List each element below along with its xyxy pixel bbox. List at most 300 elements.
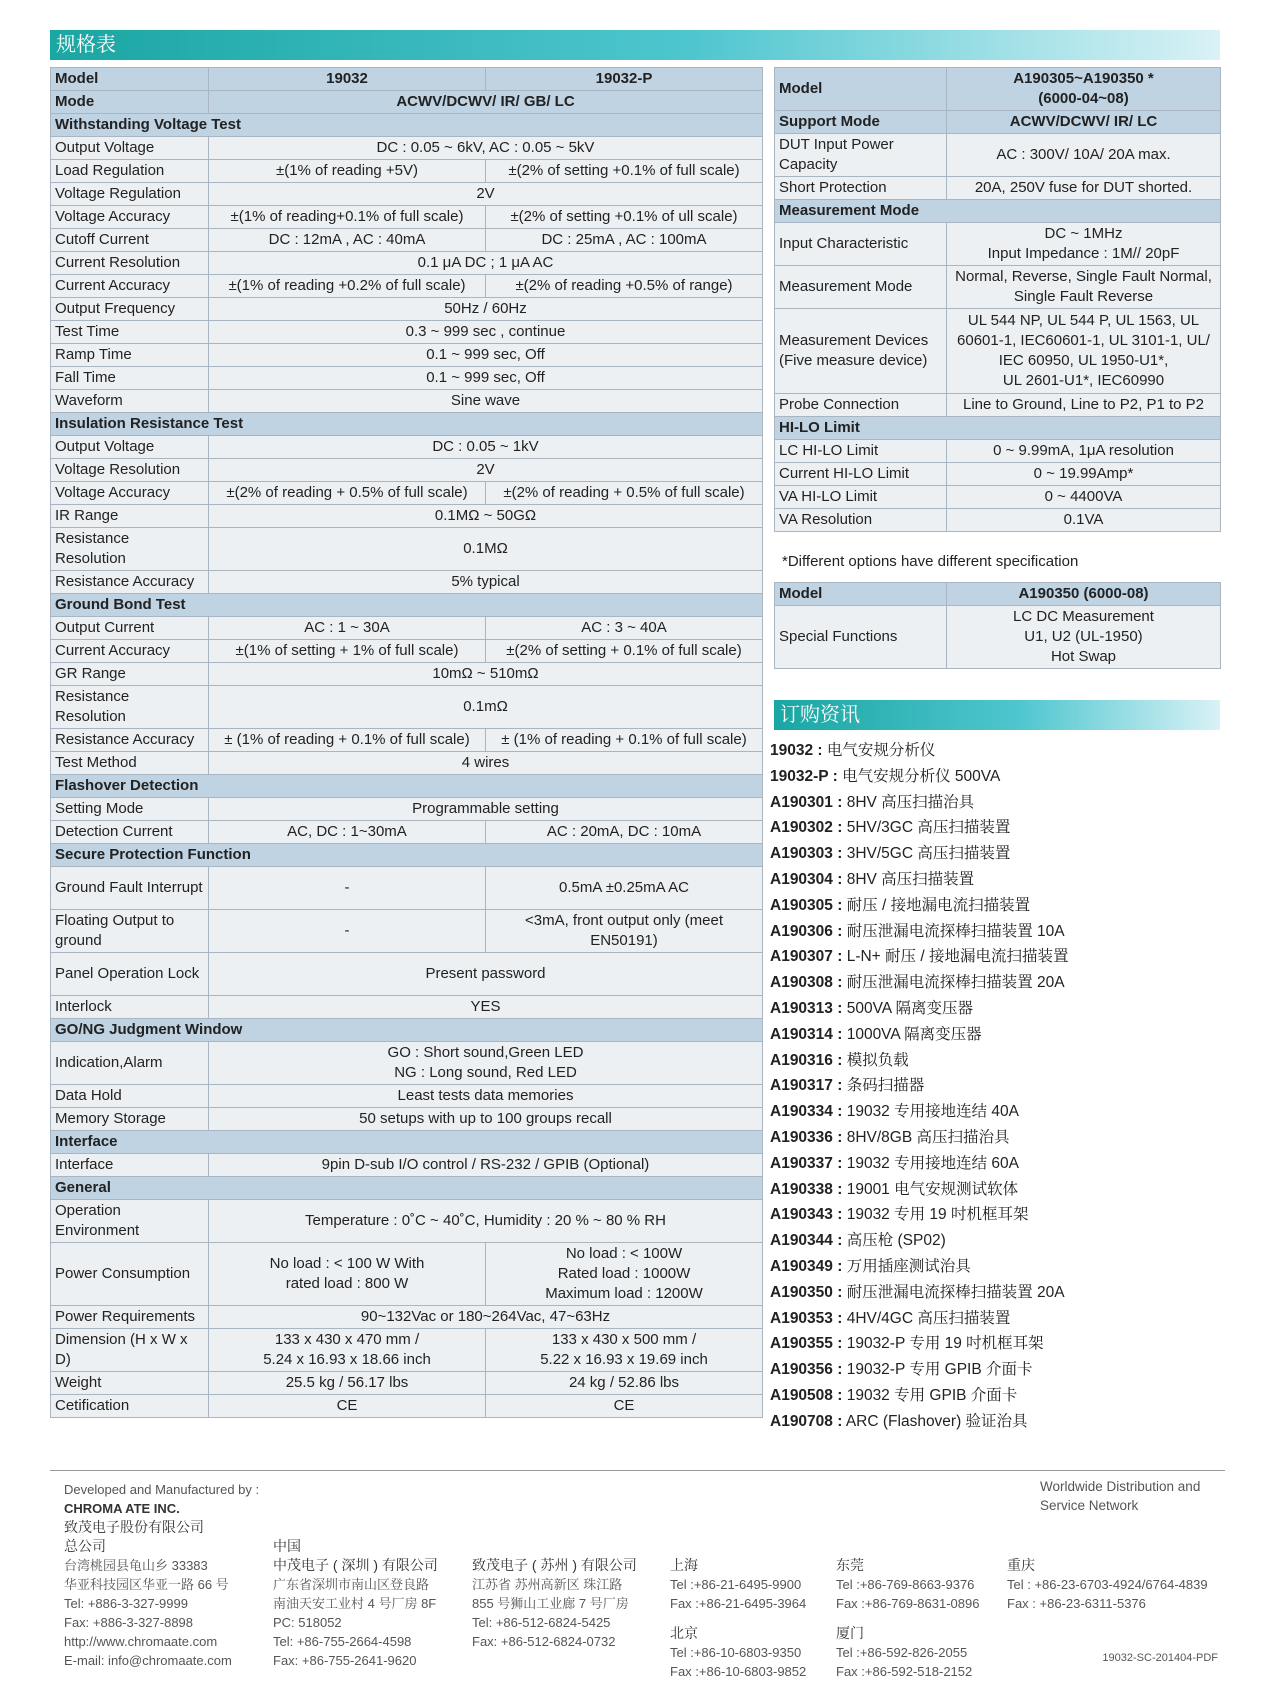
order-item [770,1151,1240,1177]
spec-row [51,436,763,459]
order-description: 19032 专用 19 吋机框耳架 [846,1206,1029,1224]
spec-banner [50,30,1220,60]
spec-row [51,844,763,867]
spec-row [51,953,763,996]
spec-label: Resistance Accuracy [51,729,209,752]
order-item [770,944,1240,970]
spec-row [51,298,763,321]
spec-label: Voltage Accuracy [51,482,209,505]
order-code: A190304 : [770,870,843,888]
order-code: A190313 : [770,999,843,1017]
spec-value: 0.3 ~ 999 sec , continue [209,321,763,344]
order-description: 5HV/3GC 高压扫描装置 [846,819,1011,837]
spec-row [51,1243,763,1306]
spec-value: Programmable setting [209,798,763,821]
order-banner [774,700,1220,730]
order-description: L-N+ 耐压 / 接地漏电流扫描装置 [846,948,1069,966]
spec-label: Model [51,68,209,91]
spec-value-19032-p: ±(2% of setting +0.1% of full scale) [486,160,763,183]
section-header: Flashover Detection [51,775,763,798]
document-id: 19032-SC-201404-PDF [1102,1652,1218,1664]
spec-label: Measurement Mode [775,266,947,309]
order-code: A190301 : [770,793,843,811]
china-label: 中国 [273,1538,301,1554]
order-item [770,1383,1240,1409]
order-description: 电气安规分析仪 [826,742,936,759]
spec-label: Voltage Accuracy [51,206,209,229]
spec-label: Power Consumption [51,1243,209,1306]
spec-value: 9pin D-sub I/O control / RS-232 / GPIB (Optional) [209,1154,763,1177]
spec-value: 0.1MΩ [209,528,763,571]
spec-label: Resistance Resolution [51,528,209,571]
spec-value: 50Hz / 60Hz [209,298,763,321]
order-code: A190317 : [770,1077,843,1095]
spec-label: Ramp Time [51,344,209,367]
spec-label: Mode [51,91,209,114]
order-item [770,893,1240,919]
order-description: 4HV/4GC 高压扫描装置 [846,1309,1011,1327]
spec-value: 0.1 μA DC ; 1 μA AC [209,252,763,275]
spec-value-19032-p: ±(2% of setting + 0.1% of full scale) [486,640,763,663]
spec-label: Short Protection [775,177,947,200]
spec-value-19032-p: No load : < 100W Rated load : 1000W Maximum load : 1200W [486,1243,763,1306]
spec-row [51,206,763,229]
order-item [770,738,1240,764]
spec-label: Panel Operation Lock [51,953,209,996]
xiamen-fax: Fax :+86-592-518-2152 [836,1664,973,1679]
section-header: Insulation Resistance Test [51,413,763,436]
order-item [770,1228,1240,1254]
spec-label: Power Requirements [51,1306,209,1329]
spec-value-19032-p: 24 kg / 52.86 lbs [486,1372,763,1395]
spec-label: Interlock [51,996,209,1019]
spec-value: Line to Ground, Line to P2, P1 to P2 [947,394,1221,417]
hq-address-2: 华亚科技园区华亚一路 66 号 [64,1577,229,1592]
order-description: 万用插座测试治具 [846,1257,971,1275]
section-header: HI-LO Limit [775,417,1221,440]
order-code: A190344 : [770,1232,843,1250]
xiamen-name: 厦门 [836,1625,864,1641]
order-description: 模拟负载 [846,1051,909,1069]
spec-row [51,344,763,367]
spec-row [51,459,763,482]
order-code: A190303 : [770,845,843,863]
spec-label: Model [775,68,947,111]
company-name: CHROMA ATE INC. [64,1501,180,1516]
spec-value: 0 ~ 4400VA [947,486,1221,509]
spec-row [775,417,1221,440]
chongqing-name: 重庆 [1007,1557,1035,1573]
section-header: Ground Bond Test [51,594,763,617]
spec-row [51,686,763,729]
spec-row [775,134,1221,177]
dongguan-name: 东莞 [836,1557,864,1573]
suzhou-address-1: 江苏省 苏州高新区 珠江路 [472,1577,623,1592]
spec-value: 2V [209,183,763,206]
spec-label: Ground Fault Interrupt [51,867,209,910]
spec-value: DC : 0.05 ~ 6kV, AC : 0.05 ~ 5kV [209,137,763,160]
spec-label: Interface [51,1154,209,1177]
spec-value-19032-p: ±(2% of setting +0.1% of ull scale) [486,206,763,229]
footer-divider [50,1470,1225,1471]
spec-label: Floating Output to ground [51,910,209,953]
order-description: 耐压 / 接地漏电流扫描装置 [846,896,1031,914]
order-description: 电气安规分析仪 500VA [842,767,1001,785]
left-spec-table [50,67,763,1418]
spec-row [51,367,763,390]
spec-row [51,390,763,413]
suzhou-tel: Tel: +86-512-6824-5425 [472,1615,611,1630]
spec-value: LC DC Measurement U1, U2 (UL-1950) Hot Swap [947,606,1221,669]
shanghai-name: 上海 [670,1557,698,1573]
spec-value-19032-p: AC : 3 ~ 40A [486,617,763,640]
suzhou-address-2: 855 号狮山工业廊 7 号厂房 [472,1596,629,1611]
spec-value-19032: ±(1% of reading +0.2% of full scale) [209,275,486,298]
spec-value: A190350 (6000-08) [947,583,1221,606]
spec-value: 50 setups with up to 100 groups recall [209,1108,763,1131]
order-code: A190708 : [770,1412,843,1430]
spec-row [51,413,763,436]
order-code: A190308 : [770,974,843,992]
spec-label: Operation Environment [51,1200,209,1243]
spec-value: Least tests data memories [209,1085,763,1108]
order-code: A190349 : [770,1257,843,1275]
order-code: A190356 : [770,1361,843,1379]
right-spec-table [774,67,1221,532]
spec-value: A190305~A190350 * (6000-04~08) [947,68,1221,111]
spec-value: Normal, Reverse, Single Fault Normal, Single Fault Reverse [947,266,1221,309]
order-item [770,1409,1240,1435]
spec-row [51,996,763,1019]
spec-row [51,617,763,640]
spec-row [51,528,763,571]
worldwide-network: Worldwide Distribution and Service Network [1040,1479,1201,1513]
order-item [770,815,1240,841]
spec-value-19032-p: DC : 25mA , AC : 100mA [486,229,763,252]
spec-value: 0 ~ 19.99Amp* [947,463,1221,486]
spec-row [51,640,763,663]
spec-row [51,1395,763,1418]
order-item [770,1022,1240,1048]
spec-label: Special Functions [775,606,947,669]
spec-row [775,463,1221,486]
spec-value: DC ~ 1MHz Input Impedance : 1M// 20pF [947,223,1221,266]
order-code: A190306 : [770,922,843,940]
order-description: 19032-P 专用 GPIB 介面卡 [846,1361,1033,1379]
spec-value-19032: No load : < 100 W With rated load : 800 W [209,1243,486,1306]
spec-label: DUT Input Power Capacity [775,134,947,177]
order-description: 1000VA 隔离变压器 [846,1025,982,1043]
section-header: Measurement Mode [775,200,1221,223]
section-header: General [51,1177,763,1200]
spec-value-19032: AC, DC : 1~30mA [209,821,486,844]
spec-label: Setting Mode [51,798,209,821]
spec-value: ACWV/DCWV/ IR/ GB/ LC [209,91,763,114]
spec-row [51,482,763,505]
beijing-name: 北京 [670,1625,698,1641]
order-item [770,790,1240,816]
order-code: A190353 : [770,1309,843,1327]
spec-value: 10mΩ ~ 510mΩ [209,663,763,686]
spec-value: Sine wave [209,390,763,413]
spec-value: DC : 0.05 ~ 1kV [209,436,763,459]
order-description: 耐压泄漏电流探棒扫描装置 20A [846,974,1065,992]
spec-row [51,160,763,183]
order-code: A190316 : [770,1051,843,1069]
spec-row [51,1372,763,1395]
order-description: 耐压泄漏电流探棒扫描装置 20A [846,1283,1065,1301]
spec-value: 20A, 250V fuse for DUT shorted. [947,177,1221,200]
spec-row [51,91,763,114]
order-description: 耐压泄漏电流探棒扫描装置 10A [846,922,1065,940]
spec-label: VA Resolution [775,509,947,532]
spec-value-19032: DC : 12mA , AC : 40mA [209,229,486,252]
spec-row [51,1019,763,1042]
order-code: A190508 : [770,1386,843,1404]
spec-label: Resistance Accuracy [51,571,209,594]
order-code: A190307 : [770,948,843,966]
order-description: 500VA 隔离变压器 [846,999,974,1017]
spec-row [51,505,763,528]
spec-value-19032: ± (1% of reading + 0.1% of full scale) [209,729,486,752]
spec-row [51,1085,763,1108]
order-description: 19032 专用 GPIB 介面卡 [846,1386,1018,1404]
hq-tel: Tel: +886-3-327-9999 [64,1596,188,1611]
order-item [770,1048,1240,1074]
section-header: Interface [51,1131,763,1154]
spec-row [51,594,763,617]
order-code: A190350 : [770,1283,843,1301]
spec-value: GO : Short sound,Green LED NG : Long sound, Red LED [209,1042,763,1085]
dongguan-tel: Tel :+86-769-8663-9376 [836,1577,975,1592]
spec-value-19032: 19032 [209,68,486,91]
spec-label: Fall Time [51,367,209,390]
spec-label: Data Hold [51,1085,209,1108]
chongqing-tel: Tel : +86-23-6703-4924/6764-4839 [1007,1577,1208,1592]
spec-row [51,1154,763,1177]
order-item [770,1280,1240,1306]
spec-label: Current HI-LO Limit [775,463,947,486]
spec-row [775,223,1221,266]
spec-value-19032-p: <3mA, front output only (meet EN50191) [486,910,763,953]
spec-row [51,1131,763,1154]
shenzhen-fax: Fax: +86-755-2641-9620 [273,1653,417,1668]
order-item [770,1306,1240,1332]
spec-label: Output Current [51,617,209,640]
order-description: ARC (Flashover) 验证治具 [845,1412,1028,1430]
spec-label: Cutoff Current [51,229,209,252]
section-header: Secure Protection Function [51,844,763,867]
spec-label: Support Mode [775,111,947,134]
spec-row [51,1329,763,1372]
order-code: A190314 : [770,1025,843,1043]
hq-fax: Fax: +886-3-327-8898 [64,1615,194,1630]
spec-value: 90~132Vac or 180~264Vac, 47~63Hz [209,1306,763,1329]
spec-label: Current Accuracy [51,275,209,298]
dongguan-fax: Fax :+86-769-8631-0896 [836,1596,980,1611]
order-code: A190337 : [770,1154,843,1172]
order-description: 8HV 高压扫描装置 [846,870,975,888]
spec-value-19032-p: ± (1% of reading + 0.1% of full scale) [486,729,763,752]
order-description: 高压枪 (SP02) [846,1232,946,1250]
order-item [770,1099,1240,1125]
order-description: 19032 专用接地连结 60A [846,1154,1019,1172]
spec-label: Input Characteristic [775,223,947,266]
spec-value-19032: 133 x 430 x 470 mm / 5.24 x 16.93 x 18.66 inch [209,1329,486,1372]
spec-label: Output Frequency [51,298,209,321]
spec-row [51,275,763,298]
hq-email-link[interactable]: E-mail: info@chromaate.com [64,1653,232,1668]
shenzhen-postcode: PC: 518052 [273,1615,342,1630]
spec-label: LC HI-LO Limit [775,440,947,463]
order-description: 条码扫描器 [846,1077,925,1095]
order-item [770,841,1240,867]
footer-shanghai [670,1556,806,1613]
spec-value-19032-p: ±(2% of reading +0.5% of range) [486,275,763,298]
spec-value-19032-p: CE [486,1395,763,1418]
spec-value: 4 wires [209,752,763,775]
spec-value-19032: 25.5 kg / 56.17 lbs [209,1372,486,1395]
shenzhen-address-2: 南油天安工业村 4 号厂房 8F [273,1596,437,1611]
spec-value: 5% typical [209,571,763,594]
spec-row [775,509,1221,532]
order-code: 19032-P : [770,767,838,785]
footer-suzhou [472,1556,637,1651]
spec-value-19032: ±(1% of setting + 1% of full scale) [209,640,486,663]
spec-row [775,309,1221,394]
order-code: A190343 : [770,1206,843,1224]
order-code: A190355 : [770,1335,843,1353]
spec-value-19032: ±(1% of reading +5V) [209,160,486,183]
spec-label: Resistance Resolution [51,686,209,729]
spec-row [51,1042,763,1085]
spec-label: Weight [51,1372,209,1395]
order-description: 3HV/5GC 高压扫描装置 [846,845,1011,863]
order-description: 19001 电气安规测试软体 [846,1180,1019,1198]
spec-label: Voltage Resolution [51,459,209,482]
spec-value: 0 ~ 9.99mA, 1μA resolution [947,440,1221,463]
spec-label: Output Voltage [51,436,209,459]
company-name-cn: 致茂电子股份有限公司 [64,1519,204,1535]
spec-label: Current Accuracy [51,640,209,663]
spec-value-19032-p: ±(2% of reading + 0.5% of full scale) [486,482,763,505]
footer-dongguan [836,1556,979,1613]
spec-row [775,266,1221,309]
order-item [770,996,1240,1022]
spec-row [51,729,763,752]
spec-row [51,1177,763,1200]
suzhou-fax: Fax: +86-512-6824-0732 [472,1634,616,1649]
footer-xiamen [836,1624,972,1681]
order-item [770,919,1240,945]
spec-row [51,321,763,344]
spec-label: Probe Connection [775,394,947,417]
spec-row [775,177,1221,200]
order-item [770,1073,1240,1099]
order-code: 19032 : [770,742,823,759]
order-item [770,1331,1240,1357]
spec-banner-title: 规格表 [56,34,116,56]
spec-value: Present password [209,953,763,996]
spec-row [51,867,763,910]
order-banner-title: 订购资讯 [780,704,860,726]
spec-row [51,68,763,91]
hq-website-link[interactable]: http://www.chromaate.com [64,1634,218,1649]
spec-value: 0.1 ~ 999 sec, Off [209,344,763,367]
spec-label: Dimension (H x W x D) [51,1329,209,1372]
spec-label: Load Regulation [51,160,209,183]
spec-row [51,571,763,594]
order-description: 8HV 高压扫描治具 [846,793,975,811]
order-item [770,1357,1240,1383]
spec-value: AC : 300V/ 10A/ 20A max. [947,134,1221,177]
beijing-fax: Fax :+86-10-6803-9852 [670,1664,807,1679]
spec-row [775,68,1221,111]
spec-row [51,1108,763,1131]
order-item [770,1177,1240,1203]
order-code: A190305 : [770,896,843,914]
spec-value: YES [209,996,763,1019]
shanghai-tel: Tel :+86-21-6495-9900 [670,1577,802,1592]
spec-label: IR Range [51,505,209,528]
order-code: A190336 : [770,1128,843,1146]
spec-value-19032-p: 133 x 430 x 500 mm / 5.22 x 16.93 x 19.69 inch [486,1329,763,1372]
spec-value: Temperature : 0˚C ~ 40˚C, Humidity : 20 % ~ 80 % RH [209,1200,763,1243]
chongqing-fax: Fax : +86-23-6311-5376 [1007,1596,1146,1611]
section-header: Withstanding Voltage Test [51,114,763,137]
spec-row [51,752,763,775]
hq-label: 总公司 [64,1538,106,1554]
spec-row [51,229,763,252]
special-functions-table [774,582,1221,669]
order-item [770,1202,1240,1228]
order-item [770,764,1240,790]
spec-row [775,606,1221,669]
spec-row [51,910,763,953]
options-note: *Different options have different specification [782,553,1079,570]
shanghai-fax: Fax :+86-21-6495-3964 [670,1596,807,1611]
spec-row [51,183,763,206]
order-item [770,1254,1240,1280]
spec-row [51,137,763,160]
spec-row [51,663,763,686]
spec-row [775,440,1221,463]
spec-row [775,394,1221,417]
spec-label: Measurement Devices (Five measure device) [775,309,947,394]
spec-label: VA HI-LO Limit [775,486,947,509]
order-code: A190302 : [770,819,843,837]
spec-label: GR Range [51,663,209,686]
spec-value-19032: AC : 1 ~ 30A [209,617,486,640]
suzhou-name: 致茂电子 ( 苏州 ) 有限公司 [472,1557,637,1573]
spec-label: Test Method [51,752,209,775]
spec-row [775,200,1221,223]
spec-row [51,114,763,137]
spec-value: ACWV/DCWV/ IR/ LC [947,111,1221,134]
spec-value: 0.1mΩ [209,686,763,729]
order-description: 19032-P 专用 19 吋机框耳架 [846,1335,1044,1353]
spec-label: Indication,Alarm [51,1042,209,1085]
spec-label: Output Voltage [51,137,209,160]
order-description: 8HV/8GB 高压扫描治具 [846,1128,1010,1146]
shenzhen-name: 中茂电子 ( 深圳 ) 有限公司 [273,1557,438,1573]
shenzhen-tel: Tel: +86-755-2664-4598 [273,1634,412,1649]
spec-label: Test Time [51,321,209,344]
spec-value: 2V [209,459,763,482]
order-code: A190338 : [770,1180,843,1198]
spec-value-19032-p: 0.5mA ±0.25mA AC [486,867,763,910]
spec-row [51,821,763,844]
